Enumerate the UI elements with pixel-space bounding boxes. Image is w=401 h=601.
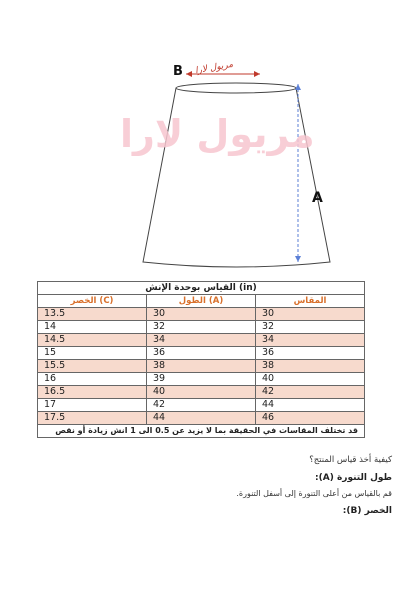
table-header-row [38, 295, 365, 308]
cell-size: 32 [256, 321, 365, 334]
cell-size: 34 [256, 334, 365, 347]
header-length: الطول (A) [147, 295, 256, 308]
cell-length: 40 [147, 386, 256, 399]
cell-waist: 16.5 [38, 386, 147, 399]
cell-waist: 13.5 [38, 308, 147, 321]
cell-waist: 17 [38, 399, 147, 412]
table-title-row [38, 282, 365, 295]
cell-size: 44 [256, 399, 365, 412]
table-row [38, 321, 365, 334]
brand-logo-small: مريول لارا [194, 59, 234, 77]
cell-size: 42 [256, 386, 365, 399]
cell-length: 38 [147, 360, 256, 373]
length-label-a: A [312, 190, 323, 206]
cell-size: 40 [256, 373, 365, 386]
table-title: القياس بوحدة الإنش (in) [38, 282, 365, 295]
cell-length: 32 [147, 321, 256, 334]
cell-length: 42 [147, 399, 256, 412]
cell-size: 46 [256, 412, 365, 425]
cell-size: 36 [256, 347, 365, 360]
cell-length: 39 [147, 373, 256, 386]
cell-waist: 17.5 [38, 412, 147, 425]
table-row [38, 399, 365, 412]
cell-waist: 14 [38, 321, 147, 334]
header-size: المقاس [256, 295, 365, 308]
table-row [38, 386, 365, 399]
table-row [38, 360, 365, 373]
table-row [38, 308, 365, 321]
skirt-length-description: قم بالقياس من أعلى التنورة إلى أسفل التنورة. [236, 489, 392, 498]
cell-waist: 16 [38, 373, 147, 386]
cell-length: 30 [147, 308, 256, 321]
cell-waist: 14.5 [38, 334, 147, 347]
brand-watermark: مريول لارا [120, 112, 315, 156]
table-row [38, 412, 365, 425]
cell-waist: 15 [38, 347, 147, 360]
cell-length: 44 [147, 412, 256, 425]
cell-size: 38 [256, 360, 365, 373]
skirt-length-title: طول التنورة (A): [315, 473, 392, 483]
cell-length: 36 [147, 347, 256, 360]
size-tolerance-note: قد تختلف المقاسات في الحقيقة بما لا يزيد عن 0.5 الى 1 انش زيادة أو نقص [38, 425, 365, 438]
how-to-measure-heading: كيفية أخذ قياس المنتج؟ [309, 455, 392, 465]
table-note-row [38, 425, 365, 438]
waist-label-b: B [173, 64, 183, 79]
size-chart-table [37, 281, 365, 438]
cell-waist: 15.5 [38, 360, 147, 373]
waist-title: الخصر (B): [342, 506, 392, 516]
header-waist: الخصر (C) [38, 295, 147, 308]
cell-length: 34 [147, 334, 256, 347]
table-row [38, 334, 365, 347]
table-row [38, 373, 365, 386]
skirt-diagram [0, 0, 401, 275]
table-row [38, 347, 365, 360]
cell-size: 30 [256, 308, 365, 321]
measurement-instructions [0, 455, 392, 516]
